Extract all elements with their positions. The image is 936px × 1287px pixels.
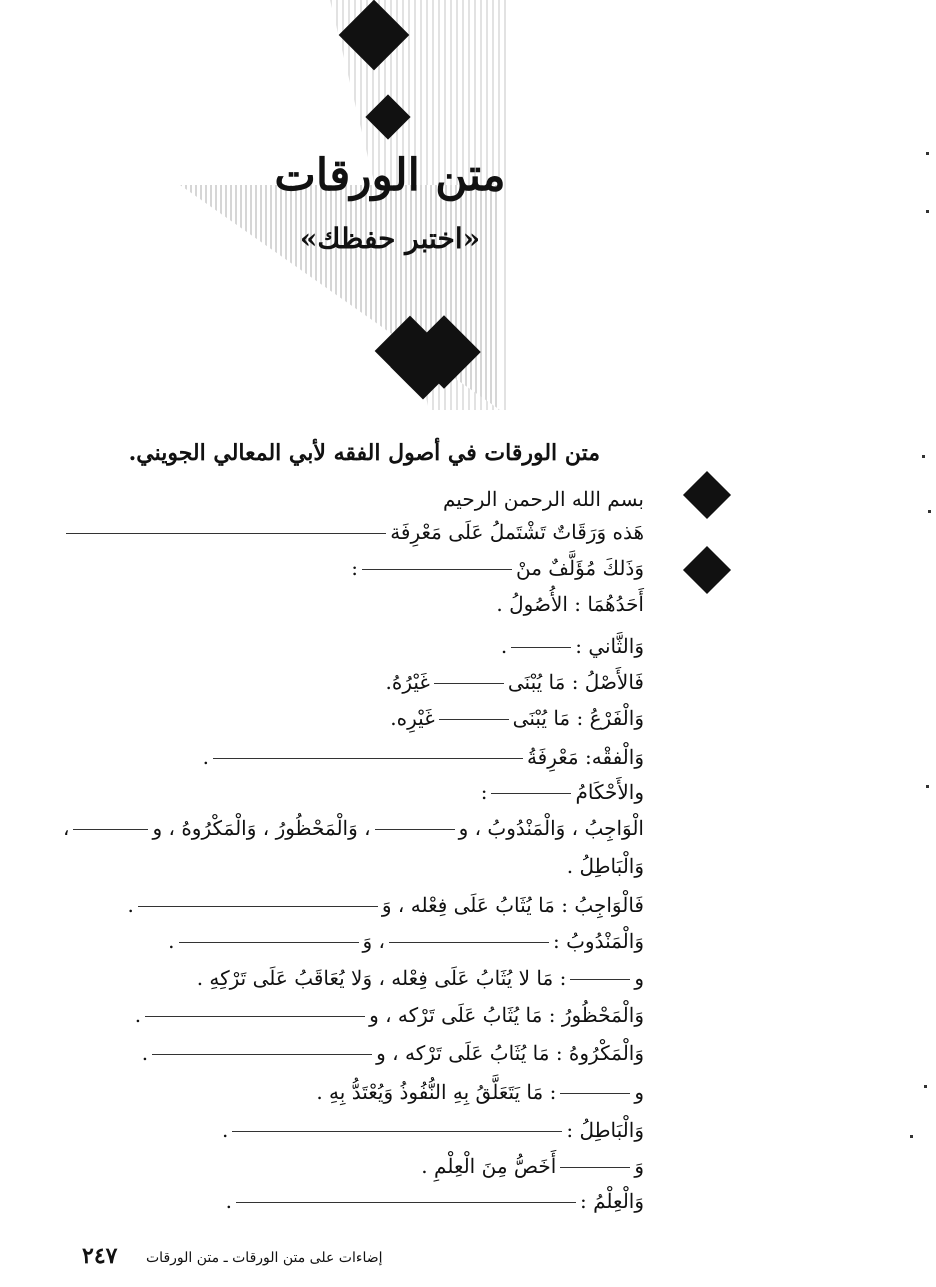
blank-field — [213, 758, 523, 759]
line-11-text: فَالْوَاجِبُ : مَا يُثَابُ عَلَى فِعْله ، وَ — [381, 893, 644, 917]
line-2-text: وَذَلكَ مُؤَلَّفٌ منْ — [515, 556, 644, 580]
blank-field — [66, 533, 386, 534]
blank-field — [179, 942, 359, 943]
blank-field — [375, 829, 455, 830]
text-line-15 — [84, 1041, 644, 1065]
line-8-end: : — [480, 780, 488, 804]
text-line-11 — [84, 893, 644, 917]
text-line-7 — [84, 745, 644, 769]
line-9-end: ، — [63, 816, 70, 840]
text-line-8 — [84, 780, 644, 804]
page-number: ٢٤٧ — [82, 1243, 118, 1269]
section-heading: متن الورقات في أصول الفقه لأبي المعالي الجويني. — [128, 440, 600, 466]
text-line-4 — [84, 634, 644, 658]
text-line-5 — [84, 670, 644, 694]
basmala-line — [84, 487, 644, 511]
text-line-14 — [84, 1003, 644, 1027]
blank-field — [570, 979, 630, 980]
blank-field — [236, 1202, 576, 1203]
line-10-text: وَالْبَاطِلُ . — [566, 854, 644, 878]
line-12-text: وَالْمَنْدُوبُ : — [553, 929, 644, 953]
line-13-start: و — [634, 966, 644, 990]
line-6-end: غَيْرِه. — [390, 706, 435, 730]
text-line-6 — [84, 706, 644, 730]
text-line-9 — [63, 816, 644, 840]
line-5-end: غَيْرُهُ. — [385, 670, 430, 694]
text-line-2 — [84, 556, 644, 580]
text-line-10 — [84, 854, 644, 878]
line-19-end: . — [225, 1189, 233, 1213]
blank-field — [389, 942, 549, 943]
text-line-18 — [84, 1154, 644, 1178]
line-18-text: أَخَصُّ مِنَ الْعِلْمِ . — [421, 1154, 557, 1178]
blank-field — [362, 569, 512, 570]
blank-field — [560, 1167, 630, 1168]
line-7-end: . — [202, 745, 209, 769]
blank-field — [145, 1016, 365, 1017]
line-14-text: وَالْمَحْظُورُ : مَا يُثَابُ عَلَى تَرْكه ، و — [369, 1003, 644, 1027]
line-18-start: وَ — [634, 1154, 644, 1178]
text-line-1 — [84, 520, 644, 544]
text-line-19 — [84, 1189, 644, 1213]
line-17-end: . — [222, 1118, 229, 1142]
blank-field — [439, 719, 509, 720]
scan-speck — [922, 455, 925, 458]
line-1-text: هَذه وَرَقَاتٌ تَشْتَملُ عَلَى مَعْرِفَة — [390, 520, 644, 544]
blank-field — [434, 683, 504, 684]
line-19-text: وَالْعِلْمُ : — [580, 1189, 644, 1213]
blank-field — [491, 793, 571, 794]
line-2-end: : — [351, 556, 358, 580]
blank-field — [138, 906, 378, 907]
line-14-end: . — [134, 1003, 142, 1027]
line-7-text: وَالْفقْه: مَعْرِفَةُ — [526, 745, 644, 769]
page-subtitle: «اختبر حفظك» — [299, 222, 481, 255]
line-15-end: . — [141, 1041, 149, 1065]
blank-field — [152, 1054, 372, 1055]
line-9-text-a: الْوَاجِبُ ، وَالْمَنْدُوبُ ، و — [458, 816, 644, 840]
text-line-17 — [84, 1118, 644, 1142]
line-3-text: أَحَدُهُمَا : الأُصُولُ . — [496, 592, 644, 616]
scan-speck — [928, 510, 931, 513]
scan-speck — [926, 152, 929, 155]
line-16-text: : مَا يَتَعَلَّقُ بِهِ النُّفُوذُ وَيُعْتَدُّ بِهِ . — [316, 1080, 557, 1104]
line-15-text: وَالْمَكْرُوهُ : مَا يُثَابُ عَلَى تَرْكه ، و — [376, 1041, 644, 1065]
line-12-mid: ، وَ — [362, 929, 385, 953]
line-8-text: والأَحْكَامُ — [575, 780, 644, 804]
margin-diamond-top — [683, 471, 731, 519]
basmala: بسم الله الرحمن الرحيم — [442, 487, 644, 511]
scan-speck — [926, 210, 929, 213]
scan-speck — [924, 1085, 927, 1088]
line-11-end: . — [127, 893, 134, 917]
page-title: متن الورقات — [274, 150, 506, 201]
blank-field — [560, 1093, 630, 1094]
text-line-16 — [84, 1080, 644, 1104]
text-line-13 — [84, 966, 644, 990]
text-line-3 — [84, 592, 644, 616]
scan-speck — [910, 1135, 913, 1138]
line-4-text: وَالثَّاني : — [575, 634, 644, 658]
line-5-text: فَالأَصْلُ : مَا يُبْنَى — [507, 670, 644, 694]
line-13-text: : مَا لا يُثَابُ عَلَى فِعْله ، وَلا يُعَاقَبُ عَلَى تَرْكِهِ . — [196, 966, 567, 990]
blank-field — [73, 829, 148, 830]
line-6-text: وَالْفَرْعُ : مَا يُبْنَى — [512, 706, 644, 730]
text-line-12 — [84, 929, 644, 953]
line-9-text-b: ، وَالْمَحْظُورُ ، وَالْمَكْرُوهُ ، و — [152, 816, 371, 840]
margin-diamond-bottom — [683, 546, 731, 594]
line-12-end: . — [168, 929, 175, 953]
blank-field — [511, 647, 571, 648]
scan-speck — [926, 785, 929, 788]
line-16-start: و — [634, 1080, 644, 1104]
running-title: إضاءات على متن الورقات ـ متن الورقات — [146, 1250, 383, 1266]
blank-field — [232, 1131, 562, 1132]
line-17-text: وَالْبَاطِلُ : — [566, 1118, 644, 1142]
line-4-end: . — [500, 634, 508, 658]
